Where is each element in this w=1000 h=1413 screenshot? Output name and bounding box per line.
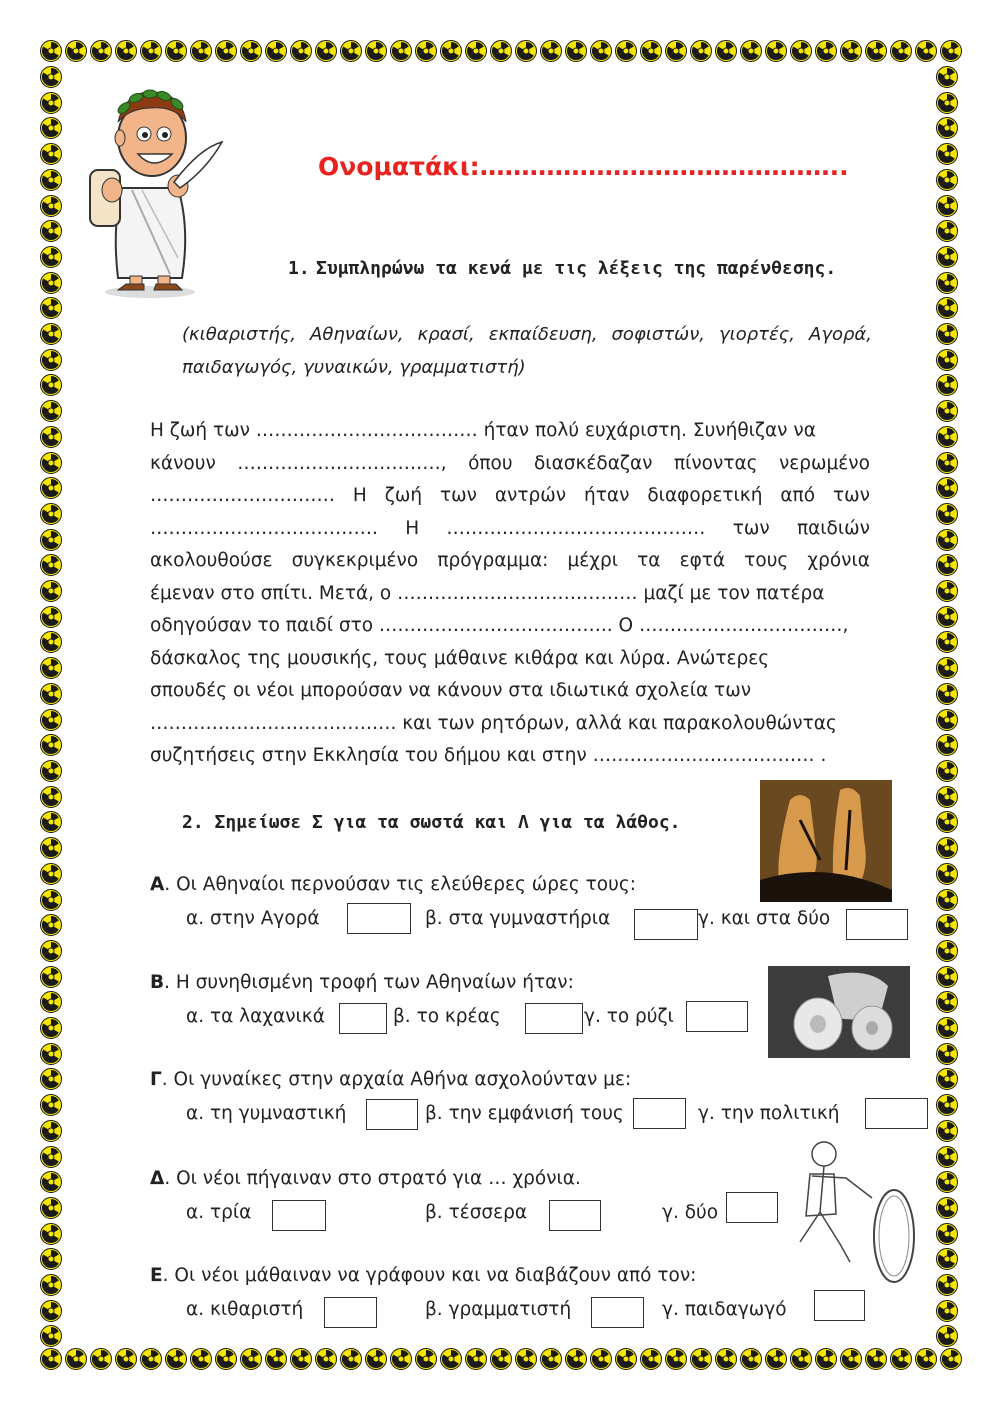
radiation-symbol-icon (936, 220, 958, 242)
paragraph-text: πίνοντας (673, 452, 758, 474)
radiation-symbol-icon (936, 529, 958, 551)
radiation-symbol-icon (40, 40, 62, 62)
radiation-symbol-icon (115, 40, 137, 62)
radiation-symbol-icon (515, 1348, 537, 1370)
radiation-symbol-icon (790, 1348, 812, 1370)
radiation-symbol-icon (936, 837, 958, 859)
radiation-symbol-icon (40, 1348, 62, 1370)
page-title: Ονοματάκι:…………………………………….. (318, 152, 849, 181)
radiation-symbol-icon (290, 1348, 312, 1370)
border-top (40, 40, 962, 66)
radiation-symbol-icon (215, 40, 237, 62)
radiation-symbol-icon (940, 40, 962, 62)
answer-box[interactable] (324, 1297, 377, 1328)
answer-box[interactable] (549, 1200, 601, 1231)
paragraph-line (150, 480, 870, 513)
radiation-symbol-icon (936, 1197, 958, 1219)
radiation-symbol-icon (40, 863, 62, 885)
radiation-symbol-icon (640, 40, 662, 62)
paragraph-text: κάνουν (150, 452, 216, 474)
radiation-symbol-icon (936, 1146, 958, 1168)
radiation-symbol-icon (440, 40, 462, 62)
radiation-symbol-icon (936, 683, 958, 705)
radiation-symbol-icon (40, 374, 62, 396)
radiation-symbol-icon (936, 246, 958, 268)
radiation-symbol-icon (340, 40, 362, 62)
radiation-symbol-icon (936, 117, 958, 139)
answer-option: α. στην Αγορά (186, 908, 320, 929)
radiation-symbol-icon (840, 40, 862, 62)
radiation-symbol-icon (40, 760, 62, 782)
radiation-symbol-icon (915, 40, 937, 62)
question-item (150, 1265, 696, 1286)
answer-box[interactable] (726, 1192, 778, 1223)
radiation-symbol-icon (936, 297, 958, 319)
radiation-symbol-icon (936, 66, 958, 88)
radiation-symbol-icon (90, 1348, 112, 1370)
paragraph-text: ………………………… (150, 485, 335, 506)
answer-option: α. τρία (186, 1202, 252, 1223)
radiation-symbol-icon (40, 220, 62, 242)
radiation-symbol-icon (40, 631, 62, 653)
radiation-symbol-icon (590, 40, 612, 62)
radiation-symbol-icon (415, 40, 437, 62)
radiation-symbol-icon (936, 1274, 958, 1296)
answer-option: α. κιθαριστή (186, 1299, 304, 1320)
radiation-symbol-icon (615, 40, 637, 62)
radiation-symbol-icon (936, 169, 958, 191)
answer-box[interactable] (814, 1290, 865, 1321)
answer-option: γ. την πολιτική (698, 1103, 840, 1124)
answer-option: γ. δύο (662, 1202, 719, 1223)
radiation-symbol-icon (40, 1325, 62, 1347)
paragraph-text: οδηγούσαν το παιδί στο ……………………………….. Ο ……………………………, (150, 615, 849, 636)
radiation-symbol-icon (936, 503, 958, 525)
radiation-symbol-icon (315, 1348, 337, 1370)
radiation-symbol-icon (40, 837, 62, 859)
radiation-symbol-icon (936, 1223, 958, 1245)
radiation-symbol-icon (440, 1348, 462, 1370)
radiation-symbol-icon (40, 914, 62, 936)
fill-in-paragraph (150, 415, 870, 773)
radiation-symbol-icon (140, 40, 162, 62)
radiation-symbol-icon (40, 1197, 62, 1219)
radiation-symbol-icon (936, 811, 958, 833)
radiation-symbol-icon (936, 349, 958, 371)
paragraph-text: ακολουθούσε (150, 550, 273, 571)
radiation-symbol-icon (815, 40, 837, 62)
radiation-symbol-icon (40, 426, 62, 448)
radiation-symbol-icon (936, 452, 958, 474)
radiation-symbol-icon (936, 1043, 958, 1065)
border-left (40, 66, 66, 1348)
vase-painting-image (760, 780, 892, 902)
paragraph-text: όπου (468, 452, 513, 474)
paragraph-text: των (832, 485, 870, 506)
question-letter: Ε (150, 1265, 163, 1286)
answer-option: α. τα λαχανικά (186, 1006, 325, 1027)
question-number: 1. (288, 258, 310, 279)
radiation-symbol-icon (936, 554, 958, 576)
radiation-symbol-icon (40, 323, 62, 345)
question-text: . Οι νέοι μάθαιναν να γράφουν και να διαβάζουν από τον: (162, 1265, 697, 1286)
paragraph-text: των (732, 517, 770, 539)
radiation-symbol-icon (40, 1300, 62, 1322)
radiation-symbol-icon (40, 195, 62, 217)
radiation-symbol-icon (365, 1348, 387, 1370)
question-2-heading: 2. Σημείωσε Σ για τα σωστά και Λ για τα λάθος. (182, 812, 681, 833)
paragraph-text: εφτά (679, 550, 726, 571)
radiation-symbol-icon (165, 40, 187, 62)
radiation-symbol-icon (40, 657, 62, 679)
radiation-symbol-icon (740, 1348, 762, 1370)
radiation-symbol-icon (40, 1068, 62, 1090)
paragraph-line (150, 740, 870, 773)
radiation-symbol-icon (690, 1348, 712, 1370)
paragraph-text: ………………………………. (150, 517, 378, 539)
radiation-symbol-icon (936, 1017, 958, 1039)
paragraph-line (150, 545, 870, 578)
radiation-symbol-icon (40, 92, 62, 114)
paragraph-line (150, 610, 870, 643)
instruction-text: Συμπληρώνω τα κενά με τις λέξεις της παρένθεσης. (316, 258, 837, 279)
radiation-symbol-icon (936, 657, 958, 679)
answer-box[interactable] (865, 1098, 928, 1129)
radiation-symbol-icon (936, 966, 958, 988)
radiation-symbol-icon (890, 40, 912, 62)
radiation-symbol-icon (936, 195, 958, 217)
radiation-symbol-icon (40, 349, 62, 371)
radiation-symbol-icon (65, 40, 87, 62)
answer-option: γ. και στα δύο (698, 908, 831, 929)
radiation-symbol-icon (40, 683, 62, 705)
paragraph-line (150, 708, 870, 741)
radiation-symbol-icon (540, 40, 562, 62)
paragraph-text: Η (352, 485, 367, 506)
radiation-symbol-icon (490, 1348, 512, 1370)
answer-option: β. γραμματιστή (425, 1299, 572, 1320)
radiation-symbol-icon (936, 606, 958, 628)
radiation-symbol-icon (765, 40, 787, 62)
question-text: . Οι νέοι πήγαιναν στο στρατό για … χρόνια. (164, 1168, 581, 1189)
answer-box[interactable] (633, 1098, 686, 1129)
radiation-symbol-icon (936, 734, 958, 756)
radiation-symbol-icon (40, 1146, 62, 1168)
radiation-symbol-icon (40, 503, 62, 525)
radiation-symbol-icon (40, 734, 62, 756)
paragraph-text: συζητήσεις στην Εκκλησία του δήμου και στην ……………………………… . (150, 745, 827, 766)
radiation-symbol-icon (936, 889, 958, 911)
radiation-symbol-icon (665, 40, 687, 62)
paragraph-text: …………………………………… (446, 517, 706, 539)
radiation-symbol-icon (936, 991, 958, 1013)
radiation-symbol-icon (590, 1348, 612, 1370)
radiation-symbol-icon (40, 297, 62, 319)
answer-box[interactable] (591, 1297, 644, 1328)
radiation-symbol-icon (740, 40, 762, 62)
radiation-symbol-icon (190, 40, 212, 62)
radiation-symbol-icon (565, 40, 587, 62)
radiation-symbol-icon (165, 1348, 187, 1370)
radiation-symbol-icon (40, 1120, 62, 1142)
paragraph-text: παιδιών (796, 517, 870, 539)
radiation-symbol-icon (865, 1348, 887, 1370)
radiation-symbol-icon (936, 631, 958, 653)
paragraph-text: τα (637, 550, 661, 571)
radiation-symbol-icon (840, 1348, 862, 1370)
radiation-symbol-icon (390, 40, 412, 62)
question-letter: Β (150, 972, 165, 993)
answer-option: β. το κρέας (393, 1006, 501, 1027)
paragraph-text: Η (405, 517, 420, 539)
question-item (150, 972, 574, 993)
radiation-symbol-icon (40, 991, 62, 1013)
question-1-instruction (288, 254, 868, 284)
paragraph-line (150, 415, 870, 448)
answer-option: β. στα γυμναστήρια (425, 908, 611, 929)
radiation-symbol-icon (665, 1348, 687, 1370)
radiation-symbol-icon (315, 40, 337, 62)
question-item (150, 874, 636, 895)
greek-man-illustration (82, 78, 232, 300)
radiation-symbol-icon (565, 1348, 587, 1370)
radiation-symbol-icon (936, 1120, 958, 1142)
answer-option: α. τη γυμναστική (186, 1103, 347, 1124)
radiation-symbol-icon (240, 1348, 262, 1370)
radiation-symbol-icon (936, 1248, 958, 1270)
paragraph-line (150, 448, 870, 481)
radiation-symbol-icon (265, 40, 287, 62)
radiation-symbol-icon (290, 40, 312, 62)
radiation-symbol-icon (40, 477, 62, 499)
paragraph-text: διαφορετική (647, 485, 763, 506)
radiation-symbol-icon (40, 1274, 62, 1296)
radiation-symbol-icon (40, 580, 62, 602)
radiation-symbol-icon (40, 272, 62, 294)
radiation-symbol-icon (40, 1094, 62, 1116)
paragraph-text: χρόνια (807, 550, 870, 571)
paragraph-text: των (439, 485, 477, 506)
answer-box[interactable] (347, 903, 411, 934)
radiation-symbol-icon (40, 117, 62, 139)
boy-with-hoop-image (776, 1132, 920, 1288)
radiation-symbol-icon (40, 1017, 62, 1039)
radiation-symbol-icon (815, 1348, 837, 1370)
question-text: . Η συνηθισμένη τροφή των Αθηναίων ήταν: (164, 972, 574, 993)
radiation-symbol-icon (365, 40, 387, 62)
radiation-symbol-icon (890, 1348, 912, 1370)
radiation-symbol-icon (540, 1348, 562, 1370)
radiation-symbol-icon (40, 786, 62, 808)
radiation-symbol-icon (765, 1348, 787, 1370)
answer-box[interactable] (272, 1200, 326, 1231)
answer-box[interactable] (634, 909, 698, 940)
question-text: . Οι Αθηναίοι περνούσαν τις ελεύθερες ώρες τους: (164, 874, 636, 895)
paragraph-text: νερωμένο (778, 452, 870, 474)
radiation-symbol-icon (40, 246, 62, 268)
radiation-symbol-icon (40, 811, 62, 833)
radiation-symbol-icon (40, 143, 62, 165)
radiation-symbol-icon (40, 529, 62, 551)
radiation-symbol-icon (115, 1348, 137, 1370)
radiation-symbol-icon (936, 940, 958, 962)
radiation-symbol-icon (40, 1171, 62, 1193)
radiation-symbol-icon (190, 1348, 212, 1370)
radiation-symbol-icon (936, 92, 958, 114)
paragraph-line (150, 675, 870, 708)
radiation-symbol-icon (936, 374, 958, 396)
radiation-symbol-icon (715, 1348, 737, 1370)
radiation-symbol-icon (936, 760, 958, 782)
radiation-symbol-icon (40, 606, 62, 628)
radiation-symbol-icon (936, 914, 958, 936)
question-item (150, 1168, 581, 1189)
paragraph-text: διασκέδαζαν (533, 452, 653, 474)
answer-option: γ. το ρύζι (584, 1006, 674, 1027)
word-bank: (κιθαριστής, Αθηναίων, κρασί, εκπαίδευση, σοφιστών, γιορτές, Αγορά, παιδαγωγός, γυναικών, γραμματιστή) (182, 324, 872, 378)
answer-option: β. τέσσερα (425, 1202, 528, 1223)
paragraph-line (150, 513, 870, 546)
radiation-symbol-icon (340, 1348, 362, 1370)
radiation-symbol-icon (865, 40, 887, 62)
question-item (150, 1069, 631, 1090)
paragraph-text: τους (744, 550, 789, 571)
paragraph-text: σπουδές οι νέοι μπορούσαν να κάνουν στα ιδιωτικά σχολεία των (150, 680, 752, 701)
paragraph-text: ζωή (384, 485, 423, 506)
paragraph-text: έμεναν στο σπίτι. Μετά, ο ………………………………… μαζί με τον πατέρα (150, 582, 825, 604)
radiation-symbol-icon (936, 426, 958, 448)
answer-box[interactable] (366, 1099, 418, 1130)
radiation-symbol-icon (640, 1348, 662, 1370)
radiation-symbol-icon (936, 1300, 958, 1322)
radiation-symbol-icon (936, 1068, 958, 1090)
radiation-symbol-icon (465, 40, 487, 62)
radiation-symbol-icon (936, 709, 958, 731)
question-letter: Γ (150, 1069, 162, 1090)
paragraph-text: από (780, 485, 816, 506)
radiation-symbol-icon (936, 1325, 958, 1347)
radiation-symbol-icon (615, 1348, 637, 1370)
paragraph-line (150, 643, 870, 676)
radiation-symbol-icon (465, 1348, 487, 1370)
radiation-symbol-icon (40, 1043, 62, 1065)
radiation-symbol-icon (40, 1223, 62, 1245)
radiation-symbol-icon (936, 1094, 958, 1116)
question-letter: Δ (150, 1168, 165, 1189)
paragraph-text: ήταν (584, 485, 630, 506)
radiation-symbol-icon (936, 323, 958, 345)
radiation-symbol-icon (936, 863, 958, 885)
radiation-symbol-icon (690, 40, 712, 62)
radiation-symbol-icon (936, 400, 958, 422)
radiation-symbol-icon (40, 169, 62, 191)
radiation-symbol-icon (65, 1348, 87, 1370)
radiation-symbol-icon (215, 1348, 237, 1370)
radiation-symbol-icon (936, 580, 958, 602)
radiation-symbol-icon (915, 1348, 937, 1370)
radiation-symbol-icon (40, 709, 62, 731)
radiation-symbol-icon (90, 40, 112, 62)
paragraph-text: ……………………………, (237, 452, 447, 474)
paragraph-text: …………………………………. και των ρητόρων, αλλά και παρακολουθώντας (150, 712, 837, 734)
radiation-symbol-icon (40, 1248, 62, 1270)
answer-box[interactable] (525, 1003, 583, 1034)
paragraph-text: πρόγραμμα: (437, 550, 549, 571)
radiation-symbol-icon (936, 1171, 958, 1193)
radiation-symbol-icon (415, 1348, 437, 1370)
radiation-symbol-icon (936, 477, 958, 499)
radiation-symbol-icon (515, 40, 537, 62)
radiation-symbol-icon (40, 889, 62, 911)
paragraph-text: Η ζωή των ……………………………… ήταν πολύ ευχάριστη. Συνήθιζαν να (150, 420, 816, 441)
question-letter: Α (150, 874, 165, 895)
border-right (936, 66, 962, 1348)
radiation-symbol-icon (265, 1348, 287, 1370)
radiation-symbol-icon (40, 940, 62, 962)
radiation-symbol-icon (936, 143, 958, 165)
radiation-symbol-icon (40, 452, 62, 474)
radiation-symbol-icon (490, 40, 512, 62)
toy-cart-image (768, 966, 910, 1058)
answer-option: β. την εμφάνισή τους (425, 1103, 624, 1124)
answer-box[interactable] (339, 1003, 387, 1034)
radiation-symbol-icon (390, 1348, 412, 1370)
radiation-symbol-icon (140, 1348, 162, 1370)
radiation-symbol-icon (40, 554, 62, 576)
answer-box[interactable] (686, 1001, 748, 1032)
paragraph-text: αντρών (494, 485, 567, 506)
answer-option: γ. παιδαγωγό (662, 1299, 787, 1320)
radiation-symbol-icon (715, 40, 737, 62)
radiation-symbol-icon (940, 1348, 962, 1370)
radiation-symbol-icon (936, 272, 958, 294)
radiation-symbol-icon (240, 40, 262, 62)
paragraph-text: μέχρι (567, 550, 618, 571)
radiation-symbol-icon (790, 40, 812, 62)
paragraph-line (150, 578, 870, 611)
border-bottom (40, 1348, 962, 1374)
radiation-symbol-icon (936, 786, 958, 808)
paragraph-text: συγκεκριμένο (291, 550, 419, 571)
paragraph-text: δάσκαλος της μουσικής, τους μάθαινε κιθάρα και λύρα. Ανώτερες (150, 647, 770, 669)
radiation-symbol-icon (40, 400, 62, 422)
answer-box[interactable] (846, 909, 908, 940)
radiation-symbol-icon (40, 66, 62, 88)
question-text: . Οι γυναίκες στην αρχαία Αθήνα ασχολούνταν με: (161, 1069, 632, 1090)
radiation-symbol-icon (40, 966, 62, 988)
